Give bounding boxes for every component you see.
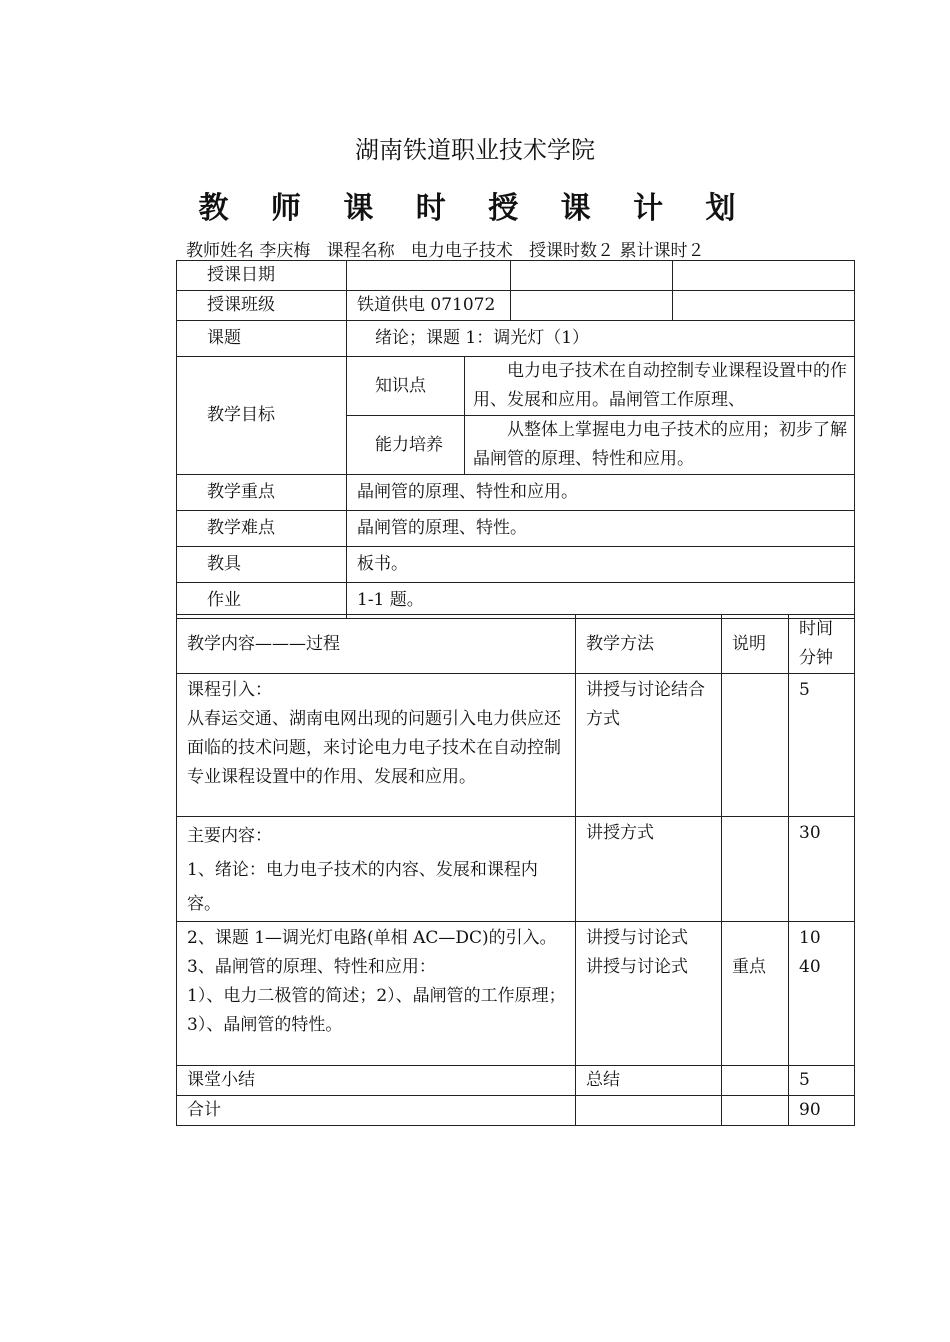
summary-time: 5 (789, 1066, 855, 1096)
note-cell (722, 922, 789, 1066)
goals-label: 教学目标 (177, 357, 347, 475)
homework-value: 1-1 题。 (347, 583, 855, 619)
table-row (177, 817, 855, 922)
time-cell: 30 (789, 817, 855, 922)
class-label: 授课班级 (177, 291, 347, 321)
content-cell (177, 674, 576, 817)
time-line: 10 (799, 928, 821, 948)
method-header: 教学方法 (576, 615, 722, 674)
date-cell-3 (673, 261, 855, 291)
class-cell-3 (673, 291, 855, 321)
method-line: 讲授与讨论式 (586, 957, 688, 977)
content-title: 课程引入： (187, 680, 272, 700)
total-label: 合计 (177, 1096, 576, 1126)
tools-value: 板书。 (347, 547, 855, 583)
note-cell (722, 674, 789, 817)
ability-value: 从整体上掌握电力电子技术的应用；初步了解晶闸管的原理、特性和应用。 (465, 416, 855, 475)
note-cell (722, 817, 789, 922)
key-label: 教学重点 (177, 475, 347, 511)
content-line: 2、课题 1—调光灯电路(单相 AC—DC)的引入。 (187, 928, 557, 948)
lesson-info-table (176, 260, 855, 619)
content-header: 教学内容———过程 (177, 615, 576, 674)
school-name: 湖南铁道职业技术学院 (355, 136, 595, 164)
content-cell (177, 922, 576, 1066)
time-cell: 5 (789, 674, 855, 817)
method-cell (576, 922, 722, 1066)
total-time: 90 (789, 1096, 855, 1126)
content-body: 从春运交通、湖南电网出现的问题引入电力供应还面临的技术问题，来讨论电力电子技术在自动控制专业课程设置中的作用、发展和应用。 (187, 709, 561, 787)
difficulty-label: 教学难点 (177, 511, 347, 547)
total-note (722, 1096, 789, 1126)
topic-value: 绪论；课题 1：调光灯（1） (347, 321, 855, 357)
document-title: 教 师 课 时 授 课 计 划 (198, 191, 752, 226)
class-cell-2 (511, 291, 673, 321)
time-header-line1: 时间 (799, 619, 833, 639)
knowledge-label: 知识点 (347, 357, 465, 416)
summary-row (177, 1066, 855, 1096)
note-key-point: 重点 (732, 957, 766, 977)
ability-label: 能力培养 (347, 416, 465, 475)
date-label: 授课日期 (177, 261, 347, 291)
difficulty-value: 晶闸管的原理、特性。 (347, 511, 855, 547)
knowledge-value: 电力电子技术在自动控制专业课程设置中的作用、发展和应用。晶闸管工作原理、 (465, 357, 855, 416)
topic-label: 课题 (177, 321, 347, 357)
total-method (576, 1096, 722, 1126)
summary-note (722, 1066, 789, 1096)
date-cell-1 (347, 261, 511, 291)
note-header: 说明 (722, 615, 789, 674)
time-line: 40 (799, 957, 821, 977)
content-line: 1）、电力二极管的简述；2）、晶闸管的工作原理；3）、晶闸管的特性。 (187, 986, 566, 1035)
summary-method: 总结 (576, 1066, 722, 1096)
table-row (177, 922, 855, 1066)
time-header (789, 615, 855, 674)
content-body: 1、绪论：电力电子技术的内容、发展和课程内容。 (187, 860, 538, 914)
date-cell-2 (511, 261, 673, 291)
time-cell (789, 922, 855, 1066)
content-title: 主要内容： (187, 826, 272, 846)
time-header-line2: 分钟 (799, 648, 833, 668)
tools-label: 教具 (177, 547, 347, 583)
method-cell: 讲授与讨论结合方式 (576, 674, 722, 817)
class-value: 铁道供电 071072 (347, 291, 511, 321)
content-cell (177, 817, 576, 922)
key-value: 晶闸管的原理、特性和应用。 (347, 475, 855, 511)
table-row (177, 674, 855, 817)
method-line: 讲授与讨论式 (586, 928, 688, 948)
teaching-plan-table (176, 614, 855, 1126)
teacher-course-meta: 教师姓名 李庆梅 课程名称 电力电子技术 授课时数２ 累计课时２ (186, 241, 705, 261)
summary-label: 课堂小结 (177, 1066, 576, 1096)
content-line: 3、晶闸管的原理、特性和应用： (187, 957, 436, 977)
total-row (177, 1096, 855, 1126)
method-cell: 讲授方式 (576, 817, 722, 922)
homework-label: 作业 (177, 583, 347, 619)
